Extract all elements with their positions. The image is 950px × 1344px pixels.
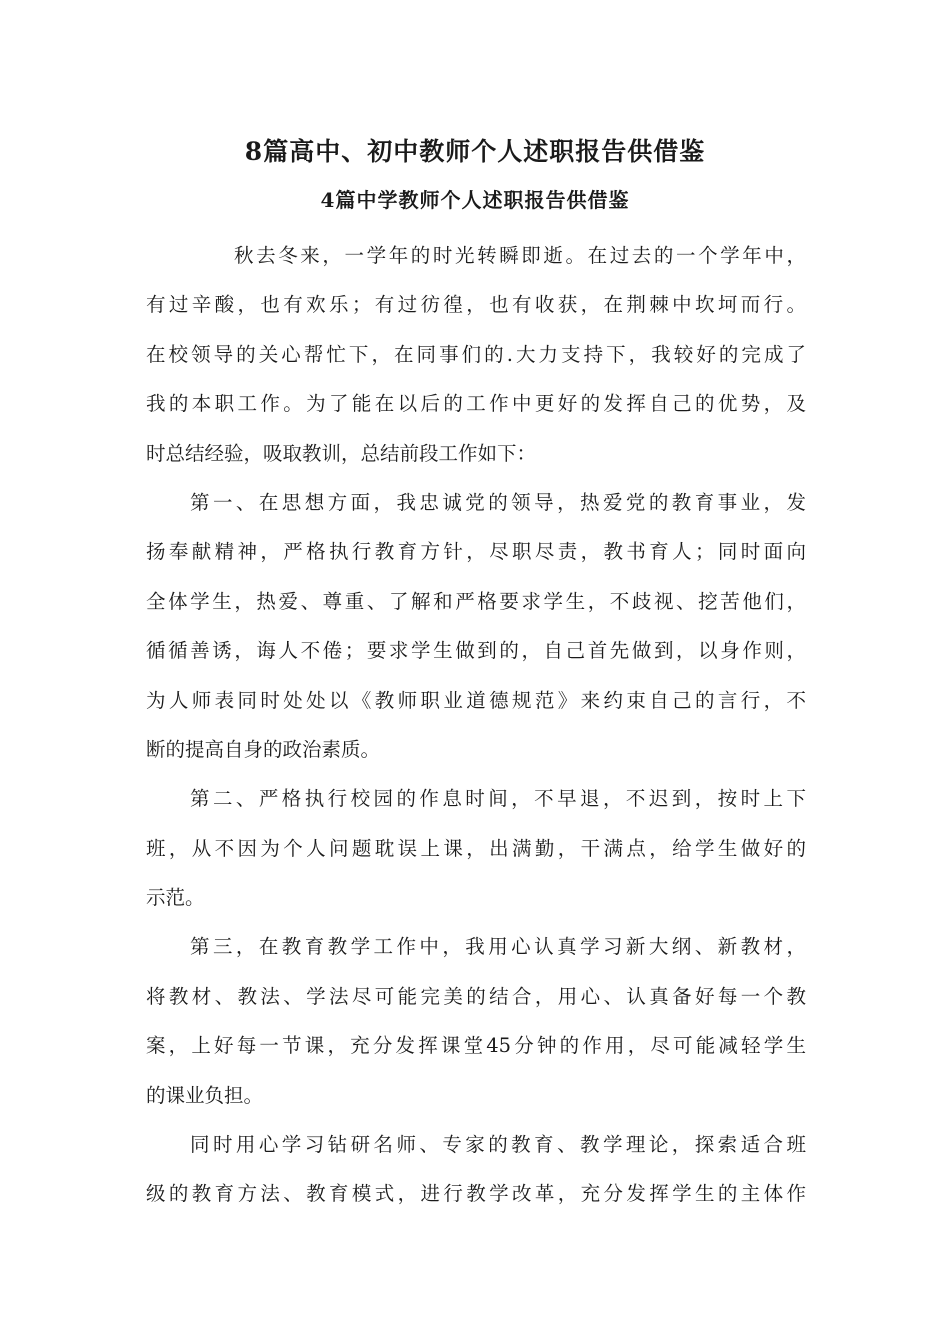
document-body <box>146 231 806 1219</box>
text-line: 扬奉献精神，严格执行教育方针，尽职尽责，教书育人；同时面向 <box>146 540 806 564</box>
text-line: 为人师表同时处处以《教师职业道德规范》来约束自己的言行，不 <box>146 688 806 712</box>
paragraph-3 <box>146 774 806 922</box>
paragraph-4 <box>146 922 806 1120</box>
paragraph-2 <box>146 478 806 774</box>
text-line: 将教材、教法、学法尽可能完美的结合，用心、认真备好每一个教 <box>146 984 806 1008</box>
text-line: 案，上好每一节课，充分发挥课堂45分钟的作用，尽可能减轻学生 <box>146 1034 806 1058</box>
text-line: 全体学生，热爱、尊重、了解和严格要求学生，不歧视、挖苦他们， <box>146 589 806 613</box>
text-line: 有过辛酸，也有欢乐；有过彷徨，也有收获，在荆棘中坎坷而行。 <box>146 293 806 317</box>
document-title: 8篇高中、初中教师个人述职报告供借鉴 <box>244 137 706 166</box>
paragraph-1 <box>146 231 806 478</box>
text-line: 秋去冬来，一学年的时光转瞬即逝。在过去的一个学年中， <box>234 244 806 267</box>
text-line: 我的本职工作。为了能在以后的工作中更好的发挥自己的优势，及 <box>146 392 806 416</box>
text-line: 的课业负担。 <box>146 1083 264 1107</box>
text-line: 级的教育方法、教育模式，进行教学改革，充分发挥学生的主体作 <box>146 1182 806 1206</box>
text-line: 循循善诱，诲人不倦；要求学生做到的，自己首先做到，以身作则， <box>146 639 806 663</box>
text-line: 班，从不因为个人问题耽误上课，出满勤，干满点，给学生做好的 <box>146 836 806 860</box>
text-line: 示范。 <box>146 886 205 910</box>
text-line: 时总结经验，吸取教训，总结前段工作如下： <box>146 441 537 465</box>
text-line: 同时用心学习钻研名师、专家的教育、教学理论，探索适合班 <box>190 1133 806 1157</box>
text-line: 在校领导的关心帮忙下，在同事们的.大力支持下，我较好的完成了 <box>146 342 806 366</box>
text-line: 断的提高自身的政治素质。 <box>146 737 381 761</box>
document-subtitle: 4篇中学教师个人述职报告供借鉴 <box>320 188 630 212</box>
text-line: 第一、在思想方面，我忠诚党的领导，热爱党的教育事业，发 <box>190 490 806 514</box>
text-line: 第三，在教育教学工作中，我用心认真学习新大纲、新教材， <box>190 935 806 959</box>
text-line: 第二、严格执行校园的作息时间，不早退，不迟到，按时上下 <box>190 787 806 811</box>
paragraph-5 <box>146 1120 806 1219</box>
